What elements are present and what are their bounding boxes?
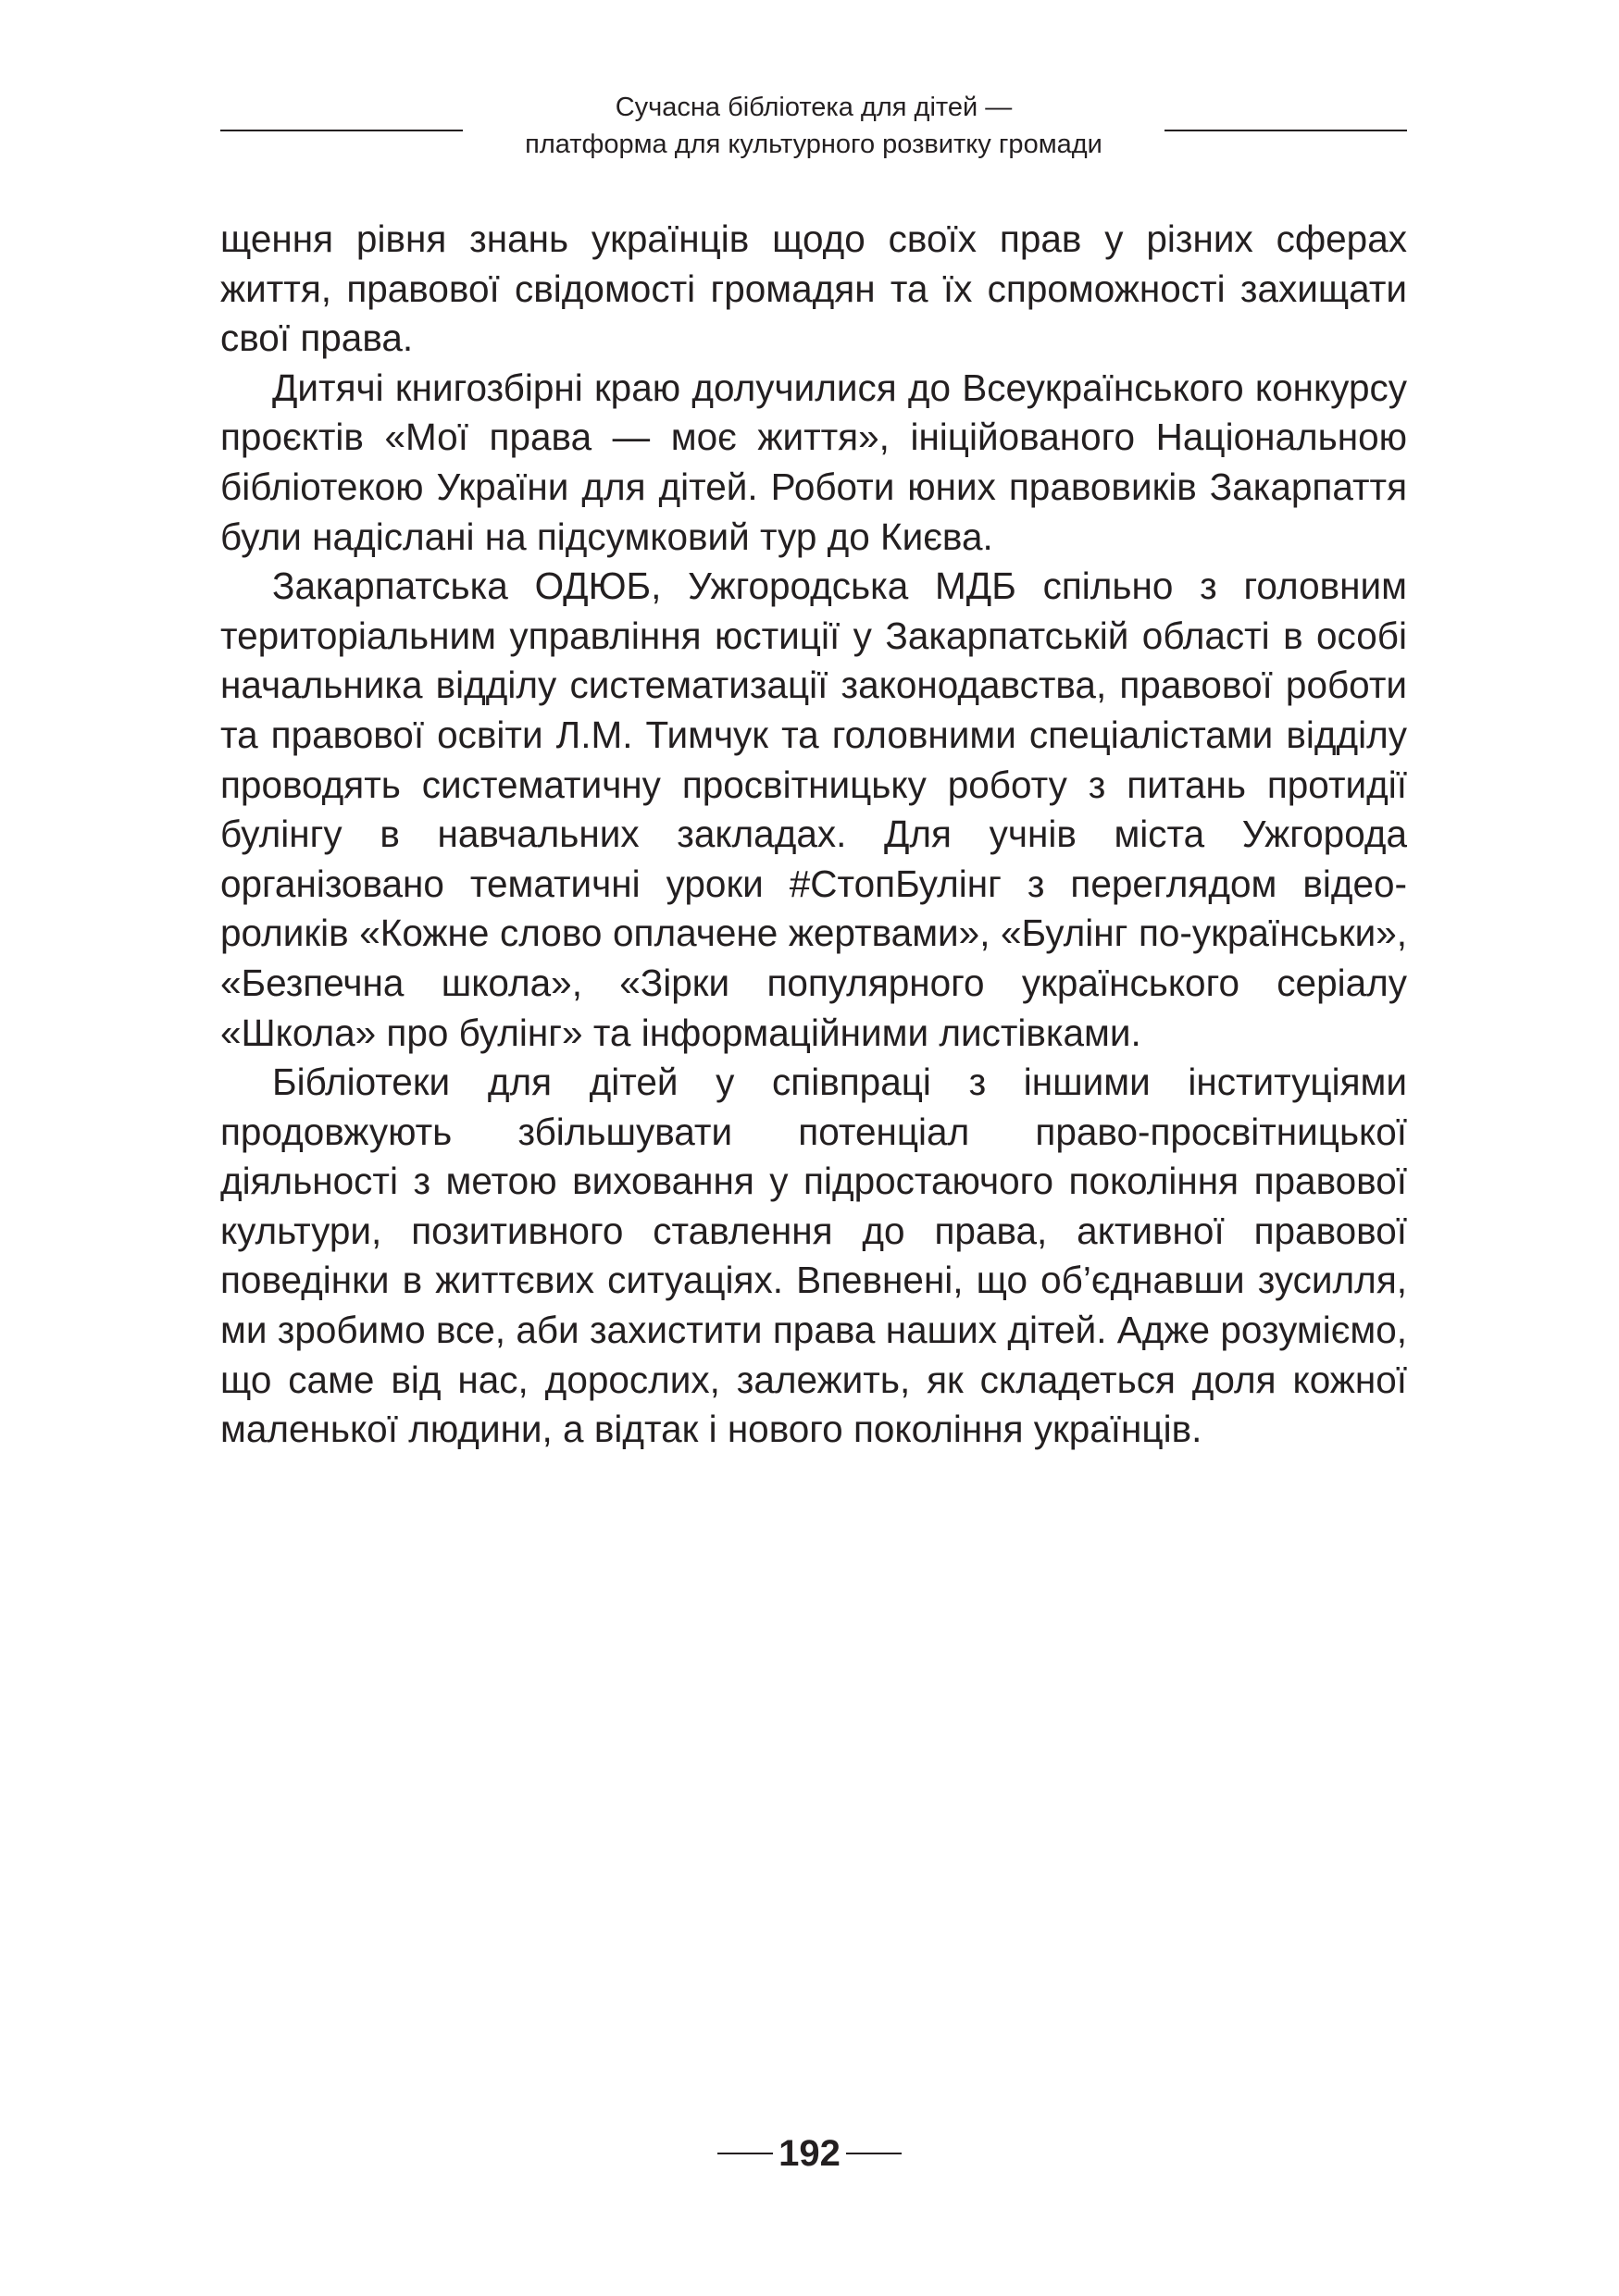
header-line-1: Сучасна бібліотека для дітей — [615,93,1013,122]
paragraph-1: щення рівня знань українців щодо своїх прав у різних сферах життя, правової свідомості громадян та їх спроможності захищати свої права. [220,217,1407,360]
running-header [220,89,1407,174]
header-rule-right [1164,130,1407,131]
paragraph-2: Дитячі книгозбірні краю долучилися до Всеукраїнського конкурсу проєктів «Мої права — моє життя», ініційованого Національною бібліотекою України для дітей. Роботи юних правовиків Закарпаття були надіслані на підсумковий тур до Києва. [220,366,1407,558]
paragraph-4: Бібліотеки для дітей у співпраці з іншими інституціями продовжують збільшувати потенціал право-просвітницької діяльності з метою виховання у підростаючого покоління правової культури, позитивного ставлення до права, активної правової поведінки в життєвих ситуаціях. Впевнені, що об’єднавши зусилля, ми зробимо все, аби захистити права наших дітей. Адже розуміємо, що саме від нас, дорослих, залежить, як складеться доля кожної маленької людини, а відтак і нового покоління українців. [220,1061,1407,1451]
body-text [220,215,1407,1455]
page-footer [0,2130,1619,2177]
page-number: 192 [778,2133,841,2174]
running-header-title [220,89,1407,163]
footer-rule-right [846,2153,902,2154]
footer-rule-left [717,2153,773,2154]
paragraph-3: Закарпатська ОДЮБ, Ужгородська МДБ спільно з головним територіальним управління юстиції у Закарпатській області в особі начальника відділу систематизації законодавства, правової роботи та правової освіти Л.М. Тимчук та головними спеціалістами відділу проводять систематичну просвітницьку роботу з питань протидії булінгу в навчальних закладах. Для учнів міста Ужгорода організовано тематичні уроки #СтопБулінг з переглядом відео-роликів «Кожне слово оплачене жертвами», «Булінг по-українськи», «Безпечна школа», «Зірки популярного українського серіалу «Школа» про булінг» та інформаційними листівками. [220,565,1407,1054]
header-line-2: платформа для культурного розвитку громади [525,130,1102,159]
